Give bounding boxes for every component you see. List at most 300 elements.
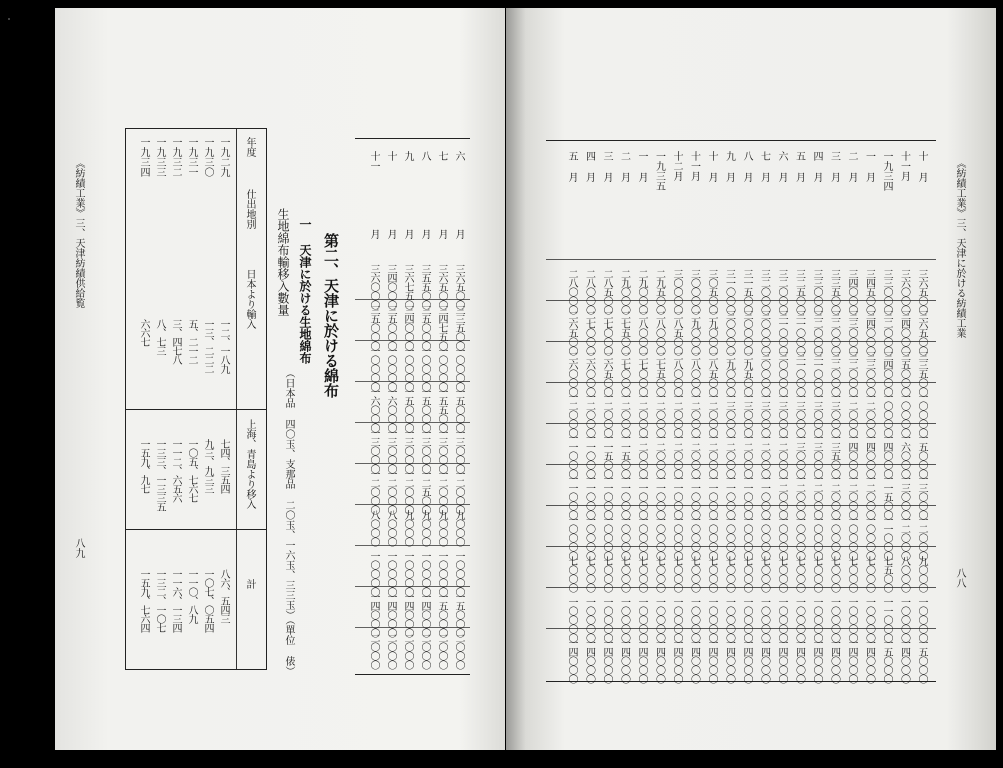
prod-value: 一二〇〇〇 — [671, 392, 682, 437]
month-value: 一三〇〇〇 — [419, 428, 430, 473]
supply-china: 一〇五、七六七 — [186, 439, 197, 502]
prod-value: 七〇〇〇 — [618, 556, 630, 592]
prod-value: 七〇〇〇 — [741, 556, 752, 592]
month-value: 三五〇〇〇 — [385, 305, 396, 350]
prod-row-label: 八 月 — [741, 151, 752, 182]
prod-value: 二七五〇〇 — [618, 310, 630, 355]
supply-year: 一九三一 — [186, 137, 197, 177]
supply-table — [125, 128, 267, 670]
month-table-rule — [355, 504, 470, 505]
prod-value: 三四〇〇〇 — [898, 310, 910, 355]
supply-total: 八六、五四三 — [218, 569, 229, 623]
prod-row-label: 三 月 — [828, 151, 840, 182]
prod-value: 一〇〇〇〇 — [618, 515, 630, 560]
month-unit: 月 — [385, 229, 396, 239]
prod-value: 一二〇〇〇 — [846, 392, 857, 437]
prod-row-label: 一 月 — [863, 151, 875, 182]
prod-value: 七〇〇〇 — [653, 556, 665, 592]
month-value: 二〇〇〇 — [419, 633, 430, 669]
prod-value: 一三〇〇〇 — [811, 392, 822, 437]
prod-value: 一〇〇〇〇 — [583, 515, 595, 560]
prod-value: 一〇〇〇〇 — [706, 597, 717, 642]
prod-value: 三〇〇〇〇 — [688, 269, 700, 314]
prod-value: 一二〇〇〇 — [898, 515, 910, 560]
prod-value: 一〇〇〇〇 — [671, 597, 682, 642]
prod-table-rule — [546, 341, 936, 342]
month-value: 三五〇〇〇 — [368, 305, 379, 350]
prod-value: 一〇〇〇〇 — [776, 515, 787, 560]
month-value: 九〇〇〇 — [402, 510, 413, 546]
month-value: 九〇〇〇 — [436, 510, 447, 546]
month-unit: 月 — [402, 229, 413, 239]
prod-value: 三〇〇〇〇 — [758, 351, 770, 396]
prod-value: 三六五〇〇 — [916, 269, 927, 314]
prod-value: 三〇〇〇〇 — [723, 310, 735, 355]
supply-year: 一九三〇 — [202, 137, 213, 177]
prod-value: 二九〇〇〇 — [618, 269, 630, 314]
prod-value: 二六〇〇〇 — [583, 351, 595, 396]
month-value: 九〇〇〇 — [419, 510, 430, 546]
prod-value: 一二〇〇〇 — [706, 433, 717, 478]
production-table — [546, 140, 936, 682]
prod-value: 一四〇〇〇 — [898, 638, 910, 683]
prod-value: 一〇〇〇〇 — [916, 392, 927, 437]
prod-value: 七〇〇〇 — [688, 556, 700, 592]
month-value: 一六〇〇〇 — [385, 387, 396, 432]
prod-value: 一〇〇〇〇 — [863, 597, 875, 642]
prod-row-label: 二 月 — [846, 151, 857, 182]
supply-japan: 一二、一八九 — [218, 319, 229, 373]
prod-value: 一〇〇〇〇 — [898, 597, 910, 642]
prod-value: 一〇〇〇〇 — [741, 597, 752, 642]
prod-value: 一〇〇〇〇 — [793, 515, 805, 560]
month-value: 一〇〇〇〇 — [368, 346, 379, 391]
month-value: 三五〇〇〇 — [419, 305, 430, 350]
prod-value: 三三五〇〇 — [916, 351, 927, 396]
prod-value: 一二〇〇〇 — [566, 392, 577, 437]
prod-value: 一四〇〇〇 — [723, 638, 735, 683]
prod-row-label: 十 月 — [706, 151, 717, 182]
month-value: 一五〇〇〇 — [402, 387, 413, 432]
prod-value: 一〇〇〇〇 — [653, 515, 665, 560]
prod-row-label: 五 月 — [793, 151, 805, 182]
prod-row-label: 十二月 — [671, 151, 682, 181]
prod-value: 一三〇〇〇 — [793, 392, 805, 437]
prod-value: 二六五〇〇 — [566, 310, 577, 355]
prod-row-label: 四 月 — [811, 151, 822, 182]
supply-total: 一五九、七六四 — [138, 569, 149, 632]
month-value: 一六〇〇〇 — [368, 387, 379, 432]
month-label: 八 — [419, 151, 430, 161]
prod-value: 七〇〇〇 — [758, 556, 770, 592]
prod-value: 一〇〇〇〇 — [583, 597, 595, 642]
prod-table-rule — [546, 259, 936, 260]
supply-japan: 八、七三 — [154, 319, 165, 355]
prod-row-label: 二 月 — [618, 151, 630, 182]
prod-value: 一二〇〇〇 — [758, 433, 770, 478]
prod-value: 七〇〇〇 — [863, 556, 875, 592]
month-value: 一〇〇〇〇 — [402, 346, 413, 391]
month-value: 二〇〇〇 — [368, 633, 379, 669]
month-value: 三六五〇〇 — [453, 264, 464, 309]
prod-value: 一〇〇〇〇 — [758, 515, 770, 560]
header-china: 上海、青島より移入 — [244, 419, 255, 509]
prod-value: 一三〇〇〇 — [898, 474, 910, 519]
prod-value: 一五〇〇〇 — [916, 433, 927, 478]
month-value: 三五五〇〇 — [419, 264, 430, 309]
prod-value: 三四〇〇〇 — [846, 269, 857, 314]
prod-value: 二八五〇〇 — [671, 310, 682, 355]
prod-row-label: 十 月 — [916, 151, 927, 182]
prod-value: 七〇〇〇 — [846, 556, 857, 592]
prod-value: 八〇〇〇 — [898, 556, 910, 592]
prod-value: 二九五〇〇 — [653, 269, 665, 314]
prod-value: 三二〇〇〇 — [776, 269, 787, 314]
prod-value: 二七〇〇〇 — [601, 310, 612, 355]
prod-value: 一一〇〇〇 — [723, 474, 735, 519]
prod-value: 一〇〇〇〇 — [898, 392, 910, 437]
prod-value: 一二〇〇〇 — [828, 474, 840, 519]
prod-value: 二七〇〇〇 — [618, 351, 630, 396]
prod-value: 三三〇〇〇 — [863, 351, 875, 396]
month-value: 一四〇〇〇 — [419, 592, 430, 637]
prod-value: 三四五〇〇 — [863, 269, 875, 314]
prod-value: 一一五〇〇 — [881, 474, 892, 519]
prod-value: 七〇〇〇 — [636, 556, 647, 592]
month-value: 一〇〇〇〇 — [453, 551, 464, 596]
prod-value: 一〇〇〇〇 — [828, 515, 840, 560]
prod-value: 一四〇〇〇 — [793, 638, 805, 683]
month-value: 一三〇〇〇 — [385, 428, 396, 473]
supply-total: 一一六、一三四 — [170, 569, 181, 632]
header-total: 計 — [244, 579, 255, 589]
prod-table-rule — [546, 546, 936, 547]
prod-value: 一二〇〇〇 — [776, 433, 787, 478]
month-value: 二〇〇〇 — [402, 633, 413, 669]
prod-value: 三六五〇〇 — [916, 310, 927, 355]
month-value: 一〇〇〇〇 — [436, 346, 447, 391]
month-value: 一〇〇〇〇 — [419, 346, 430, 391]
month-label: 十 — [385, 151, 396, 161]
prod-value: 一一〇〇〇 — [741, 474, 752, 519]
prod-value: 一四〇〇〇 — [706, 638, 717, 683]
supply-year: 一九三四 — [138, 137, 149, 177]
prod-value: 二七〇〇〇 — [583, 310, 595, 355]
prod-value: 一〇〇〇〇 — [741, 515, 752, 560]
month-value: 一三〇〇〇 — [402, 428, 413, 473]
prod-value: 三二〇〇〇 — [828, 310, 840, 355]
month-value: 一五五〇〇 — [436, 387, 447, 432]
prod-value: 一〇〇〇〇 — [846, 597, 857, 642]
prod-value: 一二〇〇〇 — [706, 392, 717, 437]
prod-value: 三六〇〇〇 — [898, 269, 910, 314]
prod-value: 一三〇〇〇 — [811, 433, 822, 478]
chapter-title: 第二、天津に於ける綿布 — [322, 233, 340, 398]
prod-value: 一〇〇〇〇 — [776, 597, 787, 642]
prod-value: 三一五〇〇 — [741, 269, 752, 314]
section-heading: 一 天津に於ける生地綿布 — [298, 218, 312, 364]
prod-value: 一四〇〇〇 — [758, 638, 770, 683]
prod-row-label: 七 月 — [758, 151, 770, 182]
month-value: 三四七五〇 — [436, 305, 447, 350]
prod-value: 一四〇〇〇 — [688, 638, 700, 683]
prod-value: 一五〇〇〇 — [881, 638, 892, 683]
prod-value: 一一〇〇〇 — [618, 474, 630, 519]
prod-row-label: 三 月 — [601, 151, 612, 182]
prod-value: 一四〇〇〇 — [671, 638, 682, 683]
prod-value: 二九五〇〇 — [741, 351, 752, 396]
supply-total: 一三二、一〇七 — [154, 569, 165, 632]
prod-value: 一四〇〇〇 — [828, 638, 840, 683]
prod-value: 一〇〇〇〇 — [636, 515, 647, 560]
prod-value: 一二〇〇〇 — [793, 474, 805, 519]
prod-value: 一三〇〇〇 — [758, 392, 770, 437]
prod-value: 三二五〇〇 — [793, 269, 805, 314]
prod-value: 三〇〇〇〇 — [671, 269, 682, 314]
prod-value: 一〇〇〇〇 — [916, 597, 927, 642]
prod-value: 一二〇〇〇 — [776, 474, 787, 519]
month-value: 一〇〇〇〇 — [385, 346, 396, 391]
header-origin: 仕出地別 — [244, 189, 255, 229]
prod-value: 一三〇〇〇 — [793, 433, 805, 478]
prod-value: 二九〇〇〇 — [723, 351, 735, 396]
prod-value: 一二〇〇〇 — [863, 474, 875, 519]
prod-value: 三一〇〇〇 — [793, 351, 805, 396]
prod-value: 一一〇〇〇 — [566, 433, 577, 478]
month-value: 一五〇〇〇 — [436, 592, 447, 637]
prod-value: 一一〇〇〇 — [671, 474, 682, 519]
prod-value: 三一〇〇〇 — [776, 310, 787, 355]
month-value: 八〇〇〇 — [368, 510, 379, 546]
prod-table-rule — [546, 464, 936, 465]
supply-total: 一一〇、八九 — [186, 569, 197, 623]
header-japan: 日本より輸入 — [244, 269, 255, 329]
prod-value: 三四〇〇〇 — [881, 351, 892, 396]
prod-value: 一一〇〇〇 — [706, 474, 717, 519]
prod-value: 一二〇〇〇 — [636, 433, 647, 478]
prod-value: 七〇〇〇 — [671, 556, 682, 592]
scan-speck — [8, 18, 10, 20]
prod-value: 七〇〇〇 — [583, 556, 595, 592]
prod-value: 一四〇〇〇 — [863, 433, 875, 478]
prod-value: 三〇〇〇〇 — [758, 310, 770, 355]
month-value: 一二〇〇〇 — [402, 469, 413, 514]
prod-value: 三一〇〇〇 — [723, 269, 735, 314]
prod-value: 一〇〇〇〇 — [846, 515, 857, 560]
prod-value: 二八〇〇〇 — [566, 269, 577, 314]
month-value: 一二〇〇〇 — [385, 469, 396, 514]
supply-japan: 一三、二二二 — [202, 319, 213, 373]
prod-value: 一四〇〇〇 — [863, 638, 875, 683]
prod-value: 一四〇〇〇 — [653, 638, 665, 683]
prod-value: 二八〇〇〇 — [688, 351, 700, 396]
prod-value: 一一〇〇〇 — [601, 474, 612, 519]
month-label: 十一 — [368, 151, 379, 171]
prod-value: 一二〇〇〇 — [741, 433, 752, 478]
prod-value: 一〇〇〇〇 — [601, 597, 612, 642]
month-value: 一四〇〇〇 — [368, 592, 379, 637]
prod-value: 七〇〇〇 — [566, 556, 577, 592]
prod-table-rule — [546, 382, 936, 383]
header-year: 年度 — [244, 137, 255, 157]
prod-value: 三〇〇〇〇 — [776, 351, 787, 396]
right-page — [506, 8, 996, 750]
prod-value: 二九〇〇〇 — [688, 310, 700, 355]
prod-table-rule — [546, 628, 936, 629]
prod-value: 七〇〇〇 — [601, 556, 612, 592]
prod-value: 二八〇〇〇 — [583, 269, 595, 314]
prod-value: 一〇〇〇〇 — [793, 597, 805, 642]
prod-value: 九〇〇〇 — [916, 556, 927, 592]
month-value: 八〇〇〇 — [385, 510, 396, 546]
prod-value: 三三〇〇〇 — [846, 310, 857, 355]
table-note: （日本品 四〇玉、支那品 二〇玉、一六玉、三三玉）（單位 俵） — [283, 368, 294, 676]
prod-value: 一〇〇〇〇 — [723, 597, 735, 642]
prod-value: 三四〇〇〇 — [863, 310, 875, 355]
prod-value: 一〇〇〇〇 — [811, 597, 822, 642]
prod-value: 一六〇〇〇 — [898, 433, 910, 478]
month-table-rule — [355, 627, 470, 628]
prod-value: 二八五〇〇 — [706, 351, 717, 396]
month-unit: 月 — [453, 229, 464, 239]
prod-value: 一四〇〇〇 — [776, 638, 787, 683]
prod-value: 三三五〇〇 — [828, 269, 840, 314]
prod-value: 七〇〇〇 — [706, 556, 717, 592]
supply-year: 一九三二 — [170, 137, 181, 177]
prod-value: 一二〇〇〇 — [653, 433, 665, 478]
prod-value: 一二〇〇〇 — [811, 474, 822, 519]
prod-value: 一〇〇〇〇 — [671, 515, 682, 560]
month-value: 一五〇〇〇 — [453, 387, 464, 432]
prod-value: 一三〇〇〇 — [776, 392, 787, 437]
month-value: 三四〇〇〇 — [402, 305, 413, 350]
month-unit: 月 — [419, 229, 430, 239]
prod-value: 二八〇〇〇 — [653, 310, 665, 355]
month-value: 一二〇〇〇 — [436, 469, 447, 514]
prod-value: 一二〇〇〇 — [688, 392, 700, 437]
prod-value: 一二〇〇〇 — [653, 392, 665, 437]
prod-value: 七五〇〇 — [881, 556, 892, 592]
month-unit: 月 — [436, 229, 447, 239]
prod-value: 一二〇〇〇 — [916, 515, 927, 560]
prod-value: 一〇〇〇〇 — [758, 597, 770, 642]
prod-value: 三一〇〇〇 — [811, 351, 822, 396]
prod-value: 一四〇〇〇 — [636, 638, 647, 683]
prod-value: 一〇〇〇〇 — [653, 597, 665, 642]
prod-value: 一三〇〇〇 — [741, 392, 752, 437]
prod-value: 三二〇〇〇 — [811, 310, 822, 355]
prod-value: 一〇〇〇〇 — [566, 597, 577, 642]
month-value: 九〇〇〇 — [453, 510, 464, 546]
prod-value: 二七〇〇〇 — [636, 351, 647, 396]
prod-value: 二九〇〇〇 — [636, 269, 647, 314]
prod-value: 三二〇〇〇 — [881, 310, 892, 355]
right-page-number: 八八 — [954, 568, 965, 588]
prod-value: 一〇〇〇〇 — [566, 515, 577, 560]
prod-table-rule — [546, 505, 936, 506]
prod-value: 三二〇〇〇 — [846, 351, 857, 396]
prod-value: 一二〇〇〇 — [688, 433, 700, 478]
prod-value: 一四〇〇〇 — [618, 638, 630, 683]
prod-value: 一〇〇〇〇 — [688, 515, 700, 560]
prod-table-rule — [546, 587, 936, 588]
supply-year: 一九三三 — [154, 137, 165, 177]
prod-value: 七〇〇〇 — [811, 556, 822, 592]
prod-value: 一〇〇〇〇 — [688, 597, 700, 642]
prod-row-label: 十一月 — [898, 151, 910, 181]
prod-value: 一〇〇〇〇 — [618, 597, 630, 642]
month-value: 一五〇〇〇 — [453, 592, 464, 637]
prod-value: 一四〇〇〇 — [881, 433, 892, 478]
prod-value: 七〇〇〇 — [723, 556, 735, 592]
prod-value: 三一〇〇〇 — [793, 310, 805, 355]
prod-value: 一一五〇〇 — [618, 433, 630, 478]
prod-value: 二八〇〇〇 — [636, 310, 647, 355]
month-table-rule — [355, 381, 470, 382]
table-caption: 生地綿布輸移入數量 — [276, 208, 290, 316]
prod-value: 七〇〇〇 — [776, 556, 787, 592]
month-value: 一二五〇〇 — [419, 469, 430, 514]
prod-value: 二七五〇〇 — [653, 351, 665, 396]
month-table-rule — [355, 586, 470, 587]
prod-value: 三〇〇〇〇 — [741, 310, 752, 355]
supply-china: 一五九、九七 — [138, 439, 149, 493]
supply-total: 一〇七、〇五四 — [202, 569, 213, 632]
month-value: 一二〇〇〇 — [368, 469, 379, 514]
prod-row-label: 五 月 — [566, 151, 577, 182]
month-value: 一二〇〇〇 — [453, 469, 464, 514]
prod-value: 三三〇〇〇 — [811, 269, 822, 314]
prod-value: 一三五〇〇 — [828, 433, 840, 478]
prod-value: 一〇〇〇〇 — [881, 392, 892, 437]
month-value: 二〇〇〇 — [453, 633, 464, 669]
month-value: 一〇〇〇〇 — [453, 346, 464, 391]
prod-value: 二八五〇〇 — [601, 269, 612, 314]
prod-value: 一四〇〇〇 — [741, 638, 752, 683]
month-table — [355, 138, 470, 675]
prod-row-label: 一 月 — [636, 151, 647, 182]
prod-value: 一〇〇〇〇 — [723, 515, 735, 560]
prod-value: 一二〇〇〇 — [636, 392, 647, 437]
month-label: 九 — [402, 151, 413, 161]
month-value: 三六七五〇 — [402, 264, 413, 309]
prod-value: 一一〇〇〇 — [881, 597, 892, 642]
supply-china: 一三三、一三三五 — [154, 439, 165, 511]
prod-value: 一〇〇〇〇 — [636, 597, 647, 642]
month-value: 三四〇〇〇 — [385, 264, 396, 309]
prod-row-label: 十一月 — [688, 151, 700, 181]
prod-value: 一〇〇〇〇 — [811, 515, 822, 560]
left-running-header: 《紡績工業》三、天津紡績供給覧 — [73, 158, 84, 308]
prod-value: 一一〇〇〇 — [583, 433, 595, 478]
month-value: 一三〇〇〇 — [368, 428, 379, 473]
right-running-header: 《紡績工業》三、天津に於ける紡績工業 — [954, 158, 965, 338]
prod-value: 一三〇〇〇 — [916, 474, 927, 519]
prod-row-label: 一九三四 — [881, 151, 892, 191]
supply-japan: 三、四七八 — [170, 319, 181, 364]
month-table-rule — [355, 340, 470, 341]
prod-row-label: 九 月 — [723, 151, 735, 182]
month-table-rule — [355, 422, 470, 423]
prod-value: 一一〇〇〇 — [636, 474, 647, 519]
prod-value: 一一〇〇〇 — [881, 515, 892, 560]
month-value: 一四〇〇〇 — [385, 592, 396, 637]
prod-value: 一四〇〇〇 — [601, 638, 612, 683]
prod-table-rule — [546, 423, 936, 424]
month-value: 一〇〇〇〇 — [385, 551, 396, 596]
prod-value: 一一〇〇〇 — [653, 474, 665, 519]
prod-value: 一一〇〇〇 — [758, 474, 770, 519]
